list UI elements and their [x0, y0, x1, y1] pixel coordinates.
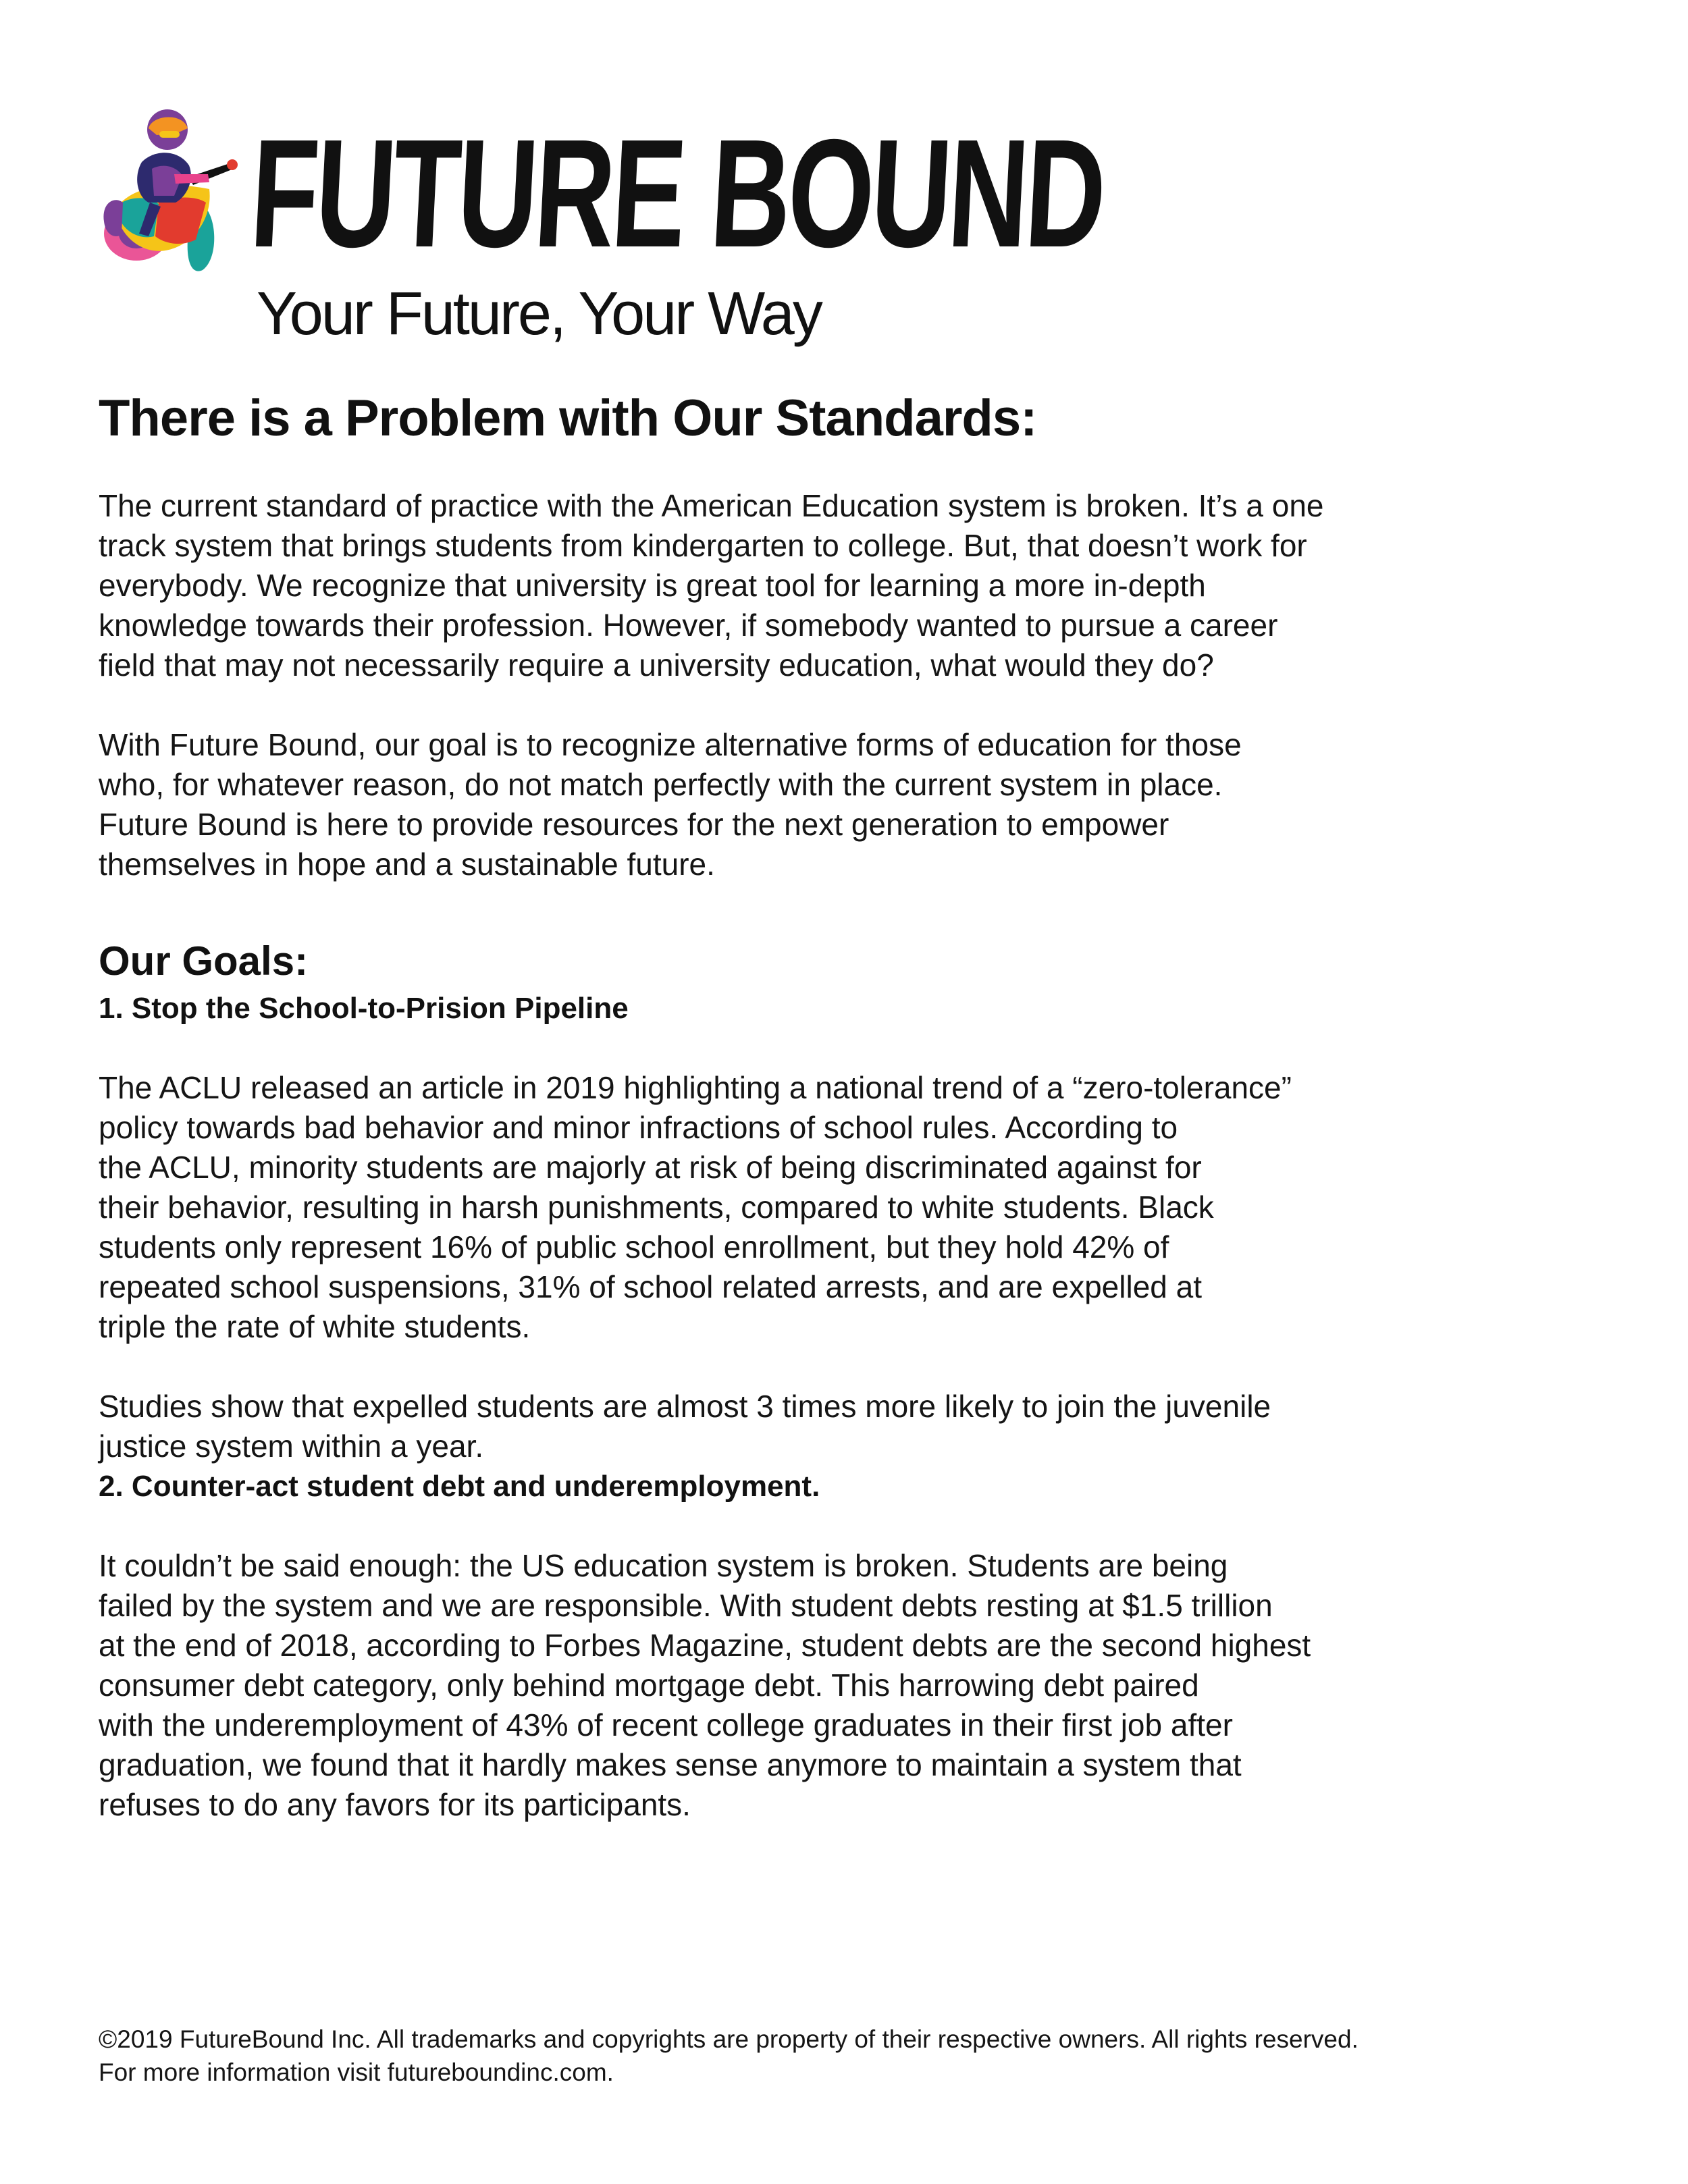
goal-2-paragraph-1: It couldn’t be said enough: the US education system is broken. Students are being failed by the system and we are responsible. With student debts resting at $1.5 trillion at the end of 2018, according to Forbes Magazine, student debts are the second highest consumer debt category, only behind mortgage debt. This harrowing debt paired with the underemployment of 43% of recent college graduates in their first job after graduation, we found that it hardly makes sense anymore to maintain a system that refuses to do any favors for its participants. [99, 1548, 1311, 1822]
goal-section-1 [99, 988, 1618, 1466]
page-footer [99, 2023, 1618, 2089]
logo [95, 95, 1107, 351]
brand-wordmark: FUTURE BOUND [246, 108, 1107, 279]
intro-paragraph-2: With Future Bound, our goal is to recognize alternative forms of education for those who, for whatever reason, do not match perfectly with the current system in place. Future Bound is here to provide resources for the next generation to empower themselves in hope and a sustainable future. [99, 727, 1242, 882]
intro-paragraph-1: The current standard of practice with the American Education system is broken. It’s a one track system that brings students from kindergarten to college. But, that doesn’t work for everybody. We recognize that university is great tool for learning a more in-depth knowledge towards their profession. However, if somebody wanted to pursue a career field that may not necessarily require a university education, what would they do? [99, 488, 1324, 683]
goal-1-heading: 1. Stop the School-to-Prision Pipeline [99, 992, 629, 1025]
goal-2-heading: 2. Counter-act student debt and underemployment. [99, 1470, 820, 1503]
goal-1-paragraph-2: Studies show that expelled students are almost 3 times more likely to join the juvenile justice system within a year. [99, 1389, 1271, 1464]
document-body [99, 385, 1618, 1825]
goal-1-paragraph-1: The ACLU released an article in 2019 highlighting a national trend of a “zero-tolerance” policy towards bad behavior and minor infractions of school rules. According to the ACLU, minority students are majorly at risk of being discriminated against for their behavior, resulting in harsh punishments, compared to white students. Black students only represent 16% of public school enrollment, but they hold 42% of repeated school suspensions, 31% of school related arrests, and are expelled at triple the rate of white students. [99, 1070, 1292, 1344]
goal-section-2 [99, 1466, 1618, 1825]
copyright-notice: ©2019 FutureBound Inc. All trademarks and copyrights are property of their respective owners. All rights reserved. [99, 2025, 1359, 2053]
motorcycle-rider-icon [95, 101, 250, 277]
goals-heading: Our Goals: [99, 938, 309, 984]
page-title: There is a Problem with Our Standards: [99, 390, 1037, 447]
brand-tagline: Your Future, Your Way [257, 280, 821, 348]
more-info-text: For more information visit futureboundinc.com. [99, 2058, 614, 2086]
